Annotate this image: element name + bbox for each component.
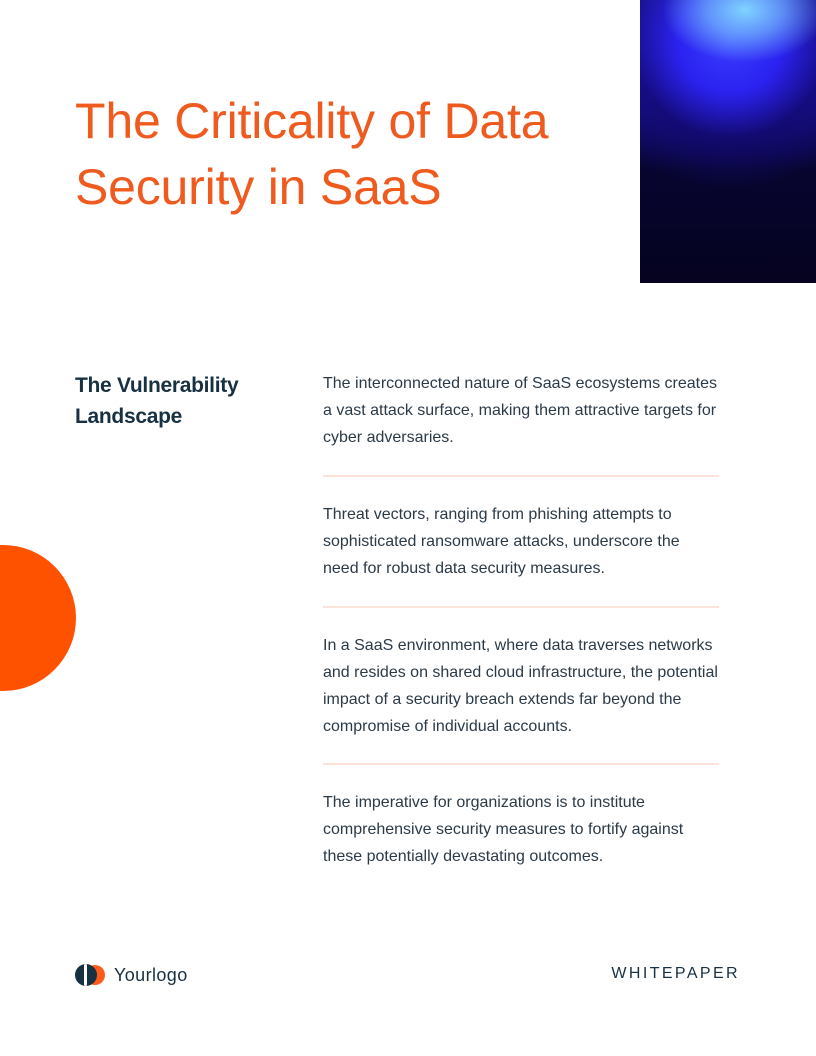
paragraph-3: In a SaaS environment, where data traverses networks and resides on shared cloud infrastructure, the potential impact of a security breach extends far beyond the compromise of individual accounts.: [323, 637, 718, 735]
logo-text: Yourlogo: [114, 964, 188, 985]
footer-label: WHITEPAPER: [611, 965, 740, 982]
paragraph-2: Threat vectors, ranging from phishing attempts to sophisticated ransomware attacks, underscore the need for robust data security measures.: [323, 506, 680, 577]
logo: [75, 964, 188, 986]
page-title: The Criticality of Data Security in SaaS: [75, 93, 549, 215]
logo-mark-icon: [75, 964, 105, 986]
hero-gradient-image: [640, 0, 816, 283]
paragraph-1: The interconnected nature of SaaS ecosystems creates a vast attack surface, making them attractive targets for cyber adversaries.: [323, 375, 717, 446]
body-column: [323, 370, 719, 870]
decorative-circle: [0, 545, 76, 691]
paragraph-4: The imperative for organizations is to institute comprehensive security measures to fortify against these potentially devastating outcomes.: [323, 794, 684, 865]
section-heading: The Vulnerability Landscape: [75, 374, 239, 428]
